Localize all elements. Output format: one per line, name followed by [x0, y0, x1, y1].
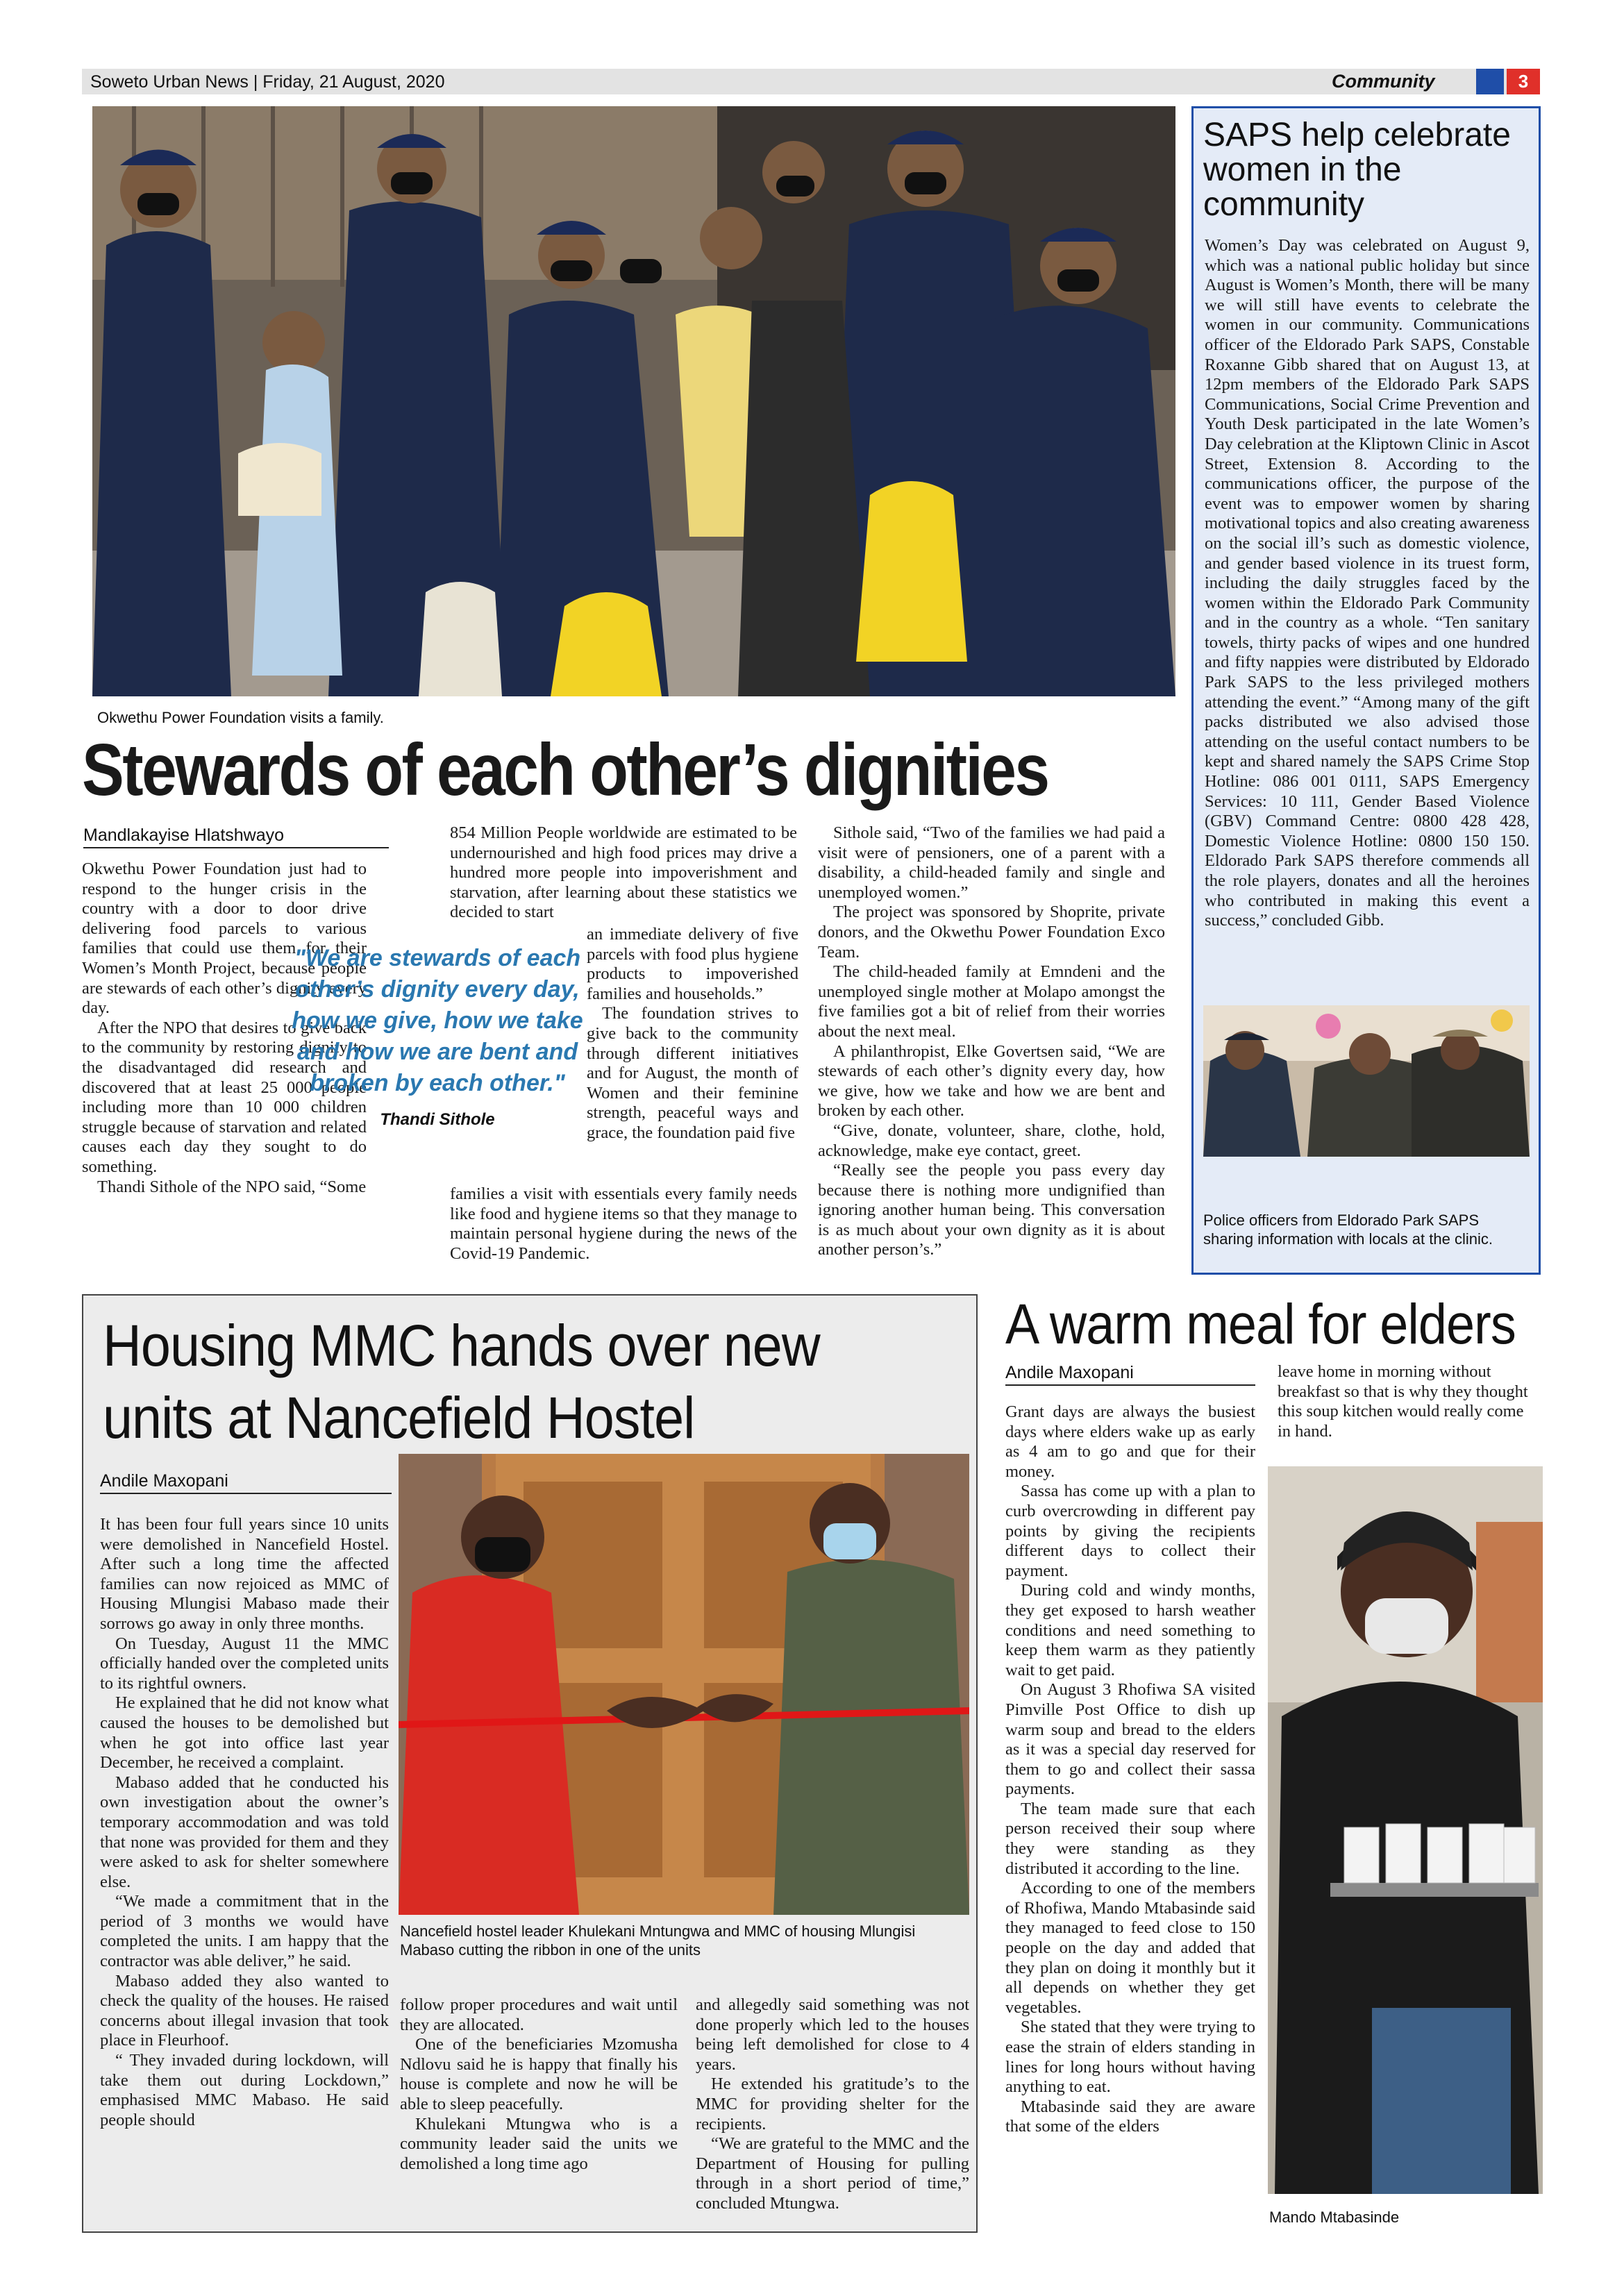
housing-col1-paragraph: He explained that he did not know what caused the houses to be demolished but when he got into office last year December, he received a complaint.	[100, 1693, 389, 1773]
lead-photo	[92, 106, 1175, 696]
lead-byline: Mandlakayise Hlatshwayo	[83, 825, 389, 848]
lead-col2-paragraph: families a visit with essentials every family needs like food and hygiene items so that they manage to maintain personal hygiene during the news of the Covid-19 Pandemic.	[450, 1184, 797, 1263]
sidebar-photo-caption: Police officers from Eldorado Park SAPS sharing information with locals at the clinic.	[1203, 1212, 1493, 1248]
page-number: 3	[1518, 71, 1529, 92]
pull-quote-attribution: Thandi Sithole	[380, 1110, 495, 1129]
lead-col3-paragraph: “Give, donate, volunteer, share, clothe, hold, acknowledge, make eye contact, greet.	[818, 1121, 1165, 1160]
meal-col1-paragraph: Grant days are always the busiest days where elders wake up as early as 4 am to go and que for their money.	[1005, 1402, 1255, 1481]
sidebar-headline	[1203, 118, 1530, 222]
meal-col1-paragraph: On August 3 Rhofiwa SA visited Pimville Post Office to dish up warm soup and bread to the elders as it was a special day reserved for them to go and collect their sassa payments.	[1005, 1680, 1255, 1799]
housing-col2-paragraph: Khulekani Mtungwa who is a community leader said the units we demolished a long time ago	[400, 2114, 678, 2173]
meal-col1-paragraph: The team made sure that each person received their soup where they were standing as they distributed it according to the line.	[1005, 1799, 1255, 1878]
meal-col1-paragraph: Sassa has come up with a plan to curb overcrowding in different pay points by giving the recipients different days to collect their payment.	[1005, 1482, 1255, 1580]
housing-column-1	[100, 1515, 389, 2223]
sidebar-headline-line2: women in the community	[1203, 151, 1402, 223]
housing-headline-line2: units at Nancefield Hostel	[103, 1385, 695, 1450]
lead-column-3	[818, 823, 1165, 1268]
saps-sidebar	[1191, 106, 1541, 1275]
housing-col1-paragraph: “ They invaded during lockdown, will take them out during Lockdown,” emphasised MMC Mabaso. He said people should	[100, 2051, 389, 2129]
housing-col3-paragraph: and allegedly said something was not done properly which led to the houses being left demolished for close to 4 years.	[696, 1995, 969, 2074]
lead-column-2-right	[587, 925, 798, 1184]
lead-col1-paragraph: Thandi Sithole of the NPO said, “Some	[97, 1177, 367, 1196]
housing-byline: Andile Maxopani	[100, 1470, 392, 1494]
meal-column-1	[1005, 1402, 1255, 2233]
meal-col1-paragraph: Mtabasinde said they are aware that some of the elders	[1005, 2097, 1255, 2136]
lead-column-2-top	[450, 823, 797, 928]
housing-story-box	[82, 1294, 978, 2233]
sidebar-body	[1205, 236, 1530, 1112]
sidebar-paragraph: Women’s Day was celebrated on August 9, which was a national public holiday but since August is Women’s Month, there will be many we will still have events to celebrate the women in our community. Communications officer of the Eldorado Park SAPS, Constable Roxanne Gibb shared that on August 13, at 12pm members of the Eldorado Park SAPS Communications, Social Crime Prevention and Youth Desk participated in the late Women’s Day celebration at the Kliptown Clinic in Ascot Street, Extension 8. According to the communications officer, the purpose of the event was to empower women by sharing motivational topics and also creating awareness on the social ill’s such as domestic violence, and gender based violence in its truest form, including the daily struggles faced by the women within the Eldorado Park Community and in the country as a whole. “Ten sanitary towels, thirty packs of wipes and one hundred and fifty nappies were distributed by Eldorado Park SAPS to the less privileged mothers attending the event.” “Among many of the gift packs distributed we also advised those attending on the useful contact numbers to be kept and shared namely the SAPS Crime Stop Hotline: 086 001 0111, SAPS Emergency Services: 10 111, Gender Based Violence (GBV) Command Centre: 0800 428 428, Domestic Violence Hotline: 0800 150 150. Eldorado Park SAPS therefore commends all the role players, donates and all the heroines who contributed in making this event a success,” concluded Gibb.	[1205, 236, 1530, 930]
housing-headline-line1: Housing MMC hands over new	[103, 1313, 820, 1378]
housing-headline	[103, 1309, 907, 1454]
lead-col3-paragraph: The child-headed family at Emndeni and the unemployed single mother at Molapo amongst the five families got a bit of relief from their worries about the next meal.	[818, 962, 1165, 1041]
meal-headline: A warm meal for elders	[1005, 1293, 1516, 1356]
housing-photo-caption: Nancefield hostel leader Khulekani Mntungwa and MMC of housing Mlungisi Mabaso cutting the ribbon in one of the units	[400, 1922, 916, 1959]
lead-col1-paragraph: Okwethu Power Foundation just had to respond to the hunger crisis in the country with a door to door drive delivering food parcels to various families that could use them for their Women’s Month Project, because people are stewards of each other’s dignity every day.	[82, 860, 367, 1018]
housing-column-3	[696, 1995, 969, 2224]
lead-column-2-bottom	[450, 1184, 797, 1268]
housing-col2-paragraph: One of the beneficiaries Mzomusha Ndlovu said he is happy that finally his house is complete and now he will be able to sleep peacefully.	[400, 2035, 678, 2113]
lead-col3-paragraph: “Really see the people you pass every day because there is nothing more undignified than ignoring another human being. This conversation is as much about your own dignity as it is about another person’s.”	[818, 1161, 1165, 1259]
lead-col2-paragraph: 854 Million People worldwide are estimated to be undernourished and high food prices may drive a hundred more people into impoverishment and starvation, after learning about these statistics we decided to start	[450, 823, 797, 922]
meal-photo	[1268, 1466, 1543, 2194]
pull-quote-text: "We are stewards of each other’s dignity every day, how we give, how we take and how we are bent and broken by each other."	[292, 945, 583, 1096]
housing-col1-paragraph: Mabaso added they also wanted to check the quality of the houses. He raised concerns about illegal invasion that took place in Fleurhoof.	[100, 1971, 389, 2050]
meal-col1-paragraph: According to one of the members of Rhofiwa, Mando Mtabasinde said they managed to feed close to 150 people on the day and added that they plan on doing it monthly but it all depends on whether they get vegetables.	[1005, 1879, 1255, 2017]
meal-photo-caption: Mando Mtabasinde	[1269, 2209, 1400, 2226]
section-label: Community	[1332, 71, 1435, 92]
housing-col1-paragraph: It has been four full years since 10 units were demolished in Nancefield Hostel. After such a long time the affected families can now rejoiced as MMC of Housing Mlungisi Mabaso made their sorrows go away in only three months.	[100, 1515, 389, 1633]
lead-col1-paragraph: After the NPO that desires to give back to the community by restoring dignity to the disadvantaged did research and discovered that at least 25 000 people including more than 10 000 children struggle because of starvation and related causes each day they sought to do something.	[82, 1018, 367, 1176]
lead-col3-paragraph: A philanthropist, Elke Govertsen said, “We are stewards of each other’s dignity every day, how we give, how we take and how we are bent and broken by each other.	[818, 1041, 1165, 1121]
lead-headline: Stewards of each other’s dignities	[82, 729, 1048, 811]
sidebar-headline-line1: SAPS help celebrate	[1203, 117, 1511, 153]
masthead: Soweto Urban News | Friday, 21 August, 2020	[90, 72, 445, 92]
meal-column-2	[1278, 1362, 1536, 1459]
lead-col2-paragraph: an immediate delivery of five parcels with food plus hygiene products to impoverished families and households.”	[587, 925, 798, 1003]
housing-column-2	[400, 1995, 678, 2224]
sidebar-photo	[1203, 1005, 1530, 1157]
housing-photo	[399, 1454, 969, 1915]
meal-col1-paragraph: She stated that they were trying to ease the strain of elders standing in lines for long hours without having anything to eat.	[1005, 2018, 1255, 2097]
page-header	[82, 69, 1540, 94]
housing-col1-paragraph: “We made a commitment that in the period of 3 months we would have completed the units. I am happy that the contractor was able deliver,” he said.	[100, 1892, 389, 1971]
meal-col1-paragraph: During cold and windy months, they get exposed to harsh weather conditions and need something to keep them warm as they patiently wait to get paid.	[1005, 1581, 1255, 1679]
lead-photo-caption: Okwethu Power Foundation visits a family.	[97, 709, 384, 726]
housing-col1-paragraph: On Tuesday, August 11 the MMC officially handed over the completed units to its rightful owners.	[100, 1634, 389, 1693]
housing-col1-paragraph: Mabaso added that he conducted his own investigation about the owner’s temporary accommodation and was told that none was provided for them and they were asked to ask for shelter somewhere else.	[100, 1773, 389, 1891]
section-accent-block	[1476, 69, 1504, 94]
page-number-badge	[1507, 69, 1540, 94]
housing-col3-paragraph: He extended his gratitude’s to the MMC for providing shelter for the recipients.	[696, 2075, 969, 2134]
pull-quote	[292, 943, 583, 1130]
lead-col3-paragraph: The project was sponsored by Shoprite, private donors, and the Okwethu Power Foundation Exco Team.	[818, 903, 1165, 962]
lead-col2-paragraph: The foundation strives to give back to the community through different initiatives and for August, the month of Women and their feminine strength, peaceful ways and grace, the foundation paid five	[587, 1004, 798, 1142]
meal-col2-paragraph: leave home in morning without breakfast so that is why they thought this soup kitchen would really come in hand.	[1278, 1362, 1528, 1441]
housing-col2-paragraph: follow proper procedures and wait until they are allocated.	[400, 1995, 678, 2034]
housing-col3-paragraph: “We are grateful to the MMC and the Department of Housing for pulling through in a short period of time,” concluded Mtungwa.	[696, 2134, 969, 2213]
meal-byline: Andile Maxopani	[1005, 1362, 1255, 1386]
lead-col3-paragraph: Sithole said, “Two of the families we had paid a visit were of pensioners, one of a parent with a disability, a child-headed family and single and unemployed women.”	[818, 823, 1165, 902]
